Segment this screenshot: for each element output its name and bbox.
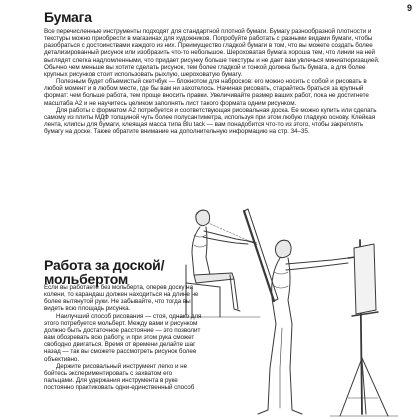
section-title-easel <box>44 258 164 286</box>
paragraph: Полезным будет объемистый скетчбук — блокнотом для набросков: его можно носить с собой и рисовать в любой момент и в любом месте, где бы вам ни захотелось. Начиная рисовать, старайтесь браться за крупный формат: чем больше работа, тем проще вносить правки. Увеличивайте размер ваших работ, пока не достигнете масштаба А2 и не научитесь целиком заполнять лист такого формата одним рисунком. <box>44 78 369 107</box>
standing-artist-easel-illustration <box>248 238 414 420</box>
paper-section-body <box>44 28 382 135</box>
paragraph: Наилучший способ рисования — стоя, однако для этого потребуется мольберт. Между вами и рисунком должно быть достаточное расстояние — это позволит вам обозревать всю работу, и при этом рука сможет свободно двигаться. Время от времени делайте шаг назад — так вы сможете рассмотреть рисунок более объективно. <box>44 312 202 363</box>
paragraph: Для работы с форматом А2 потребуется и соответствующая рисовальная доска. Ее можно купить или сделать самому из плиты МДФ толщиной чуть более полусантиметра, используя при этом любую гладкую основу. Клейкая лента, клипсы для бумаги, клеящая масса типа Blu tack — вам понадобится что-то из этого, чтобы закреплять бумагу на доске. Также обратите внимание на дополнительную информацию на стр. 34–35. <box>44 106 377 136</box>
page-number: 9 <box>406 3 412 13</box>
section-title-line: мольбертом <box>44 271 129 287</box>
section-title-paper: Бумага <box>44 9 92 25</box>
paragraph: Держите рисовальный инструмент легко и не бойтесь экспериментировать с захватом его пальцами. Для удержания инструмента в руке постоянно практиковать одни-единственный способ <box>44 362 195 392</box>
paragraph: Все перечисленные инструменты подходят для стандартной плотной бумаги. Бумагу разнообразной плотности и текстуры можно приобрести в магазинах для художников. Попробуйте работать с разными видами бумаги, чтобы разобраться с достоинствами каждого из них. Преимущество гладкой бумаги в том, что вы можете создать более детализированный рисунок или изобразить что-то небольшое. Шероховатая бумага хороша тем, что линии на ней выглядят слегка надломленными, что придает рисунку больше текстуры и не дает вам увлечься миниатюризацией. Обычно чем меньше вы хотите сделать рисунок, тем более гладкой и тонкой должна быть бумага, а для более крупных рисунков стоит использовать рыхлую, шероховатую бумагу. <box>44 28 380 78</box>
section-title-line: Работа за доской/ <box>44 257 165 273</box>
paragraph: Если вы работаете без мольберта, оперев доску на колени, то карандаш должен находиться на длине не более вытянутой руки. Не забывайте, что тогда вы видеть всю площадь рисунка. <box>44 284 199 313</box>
